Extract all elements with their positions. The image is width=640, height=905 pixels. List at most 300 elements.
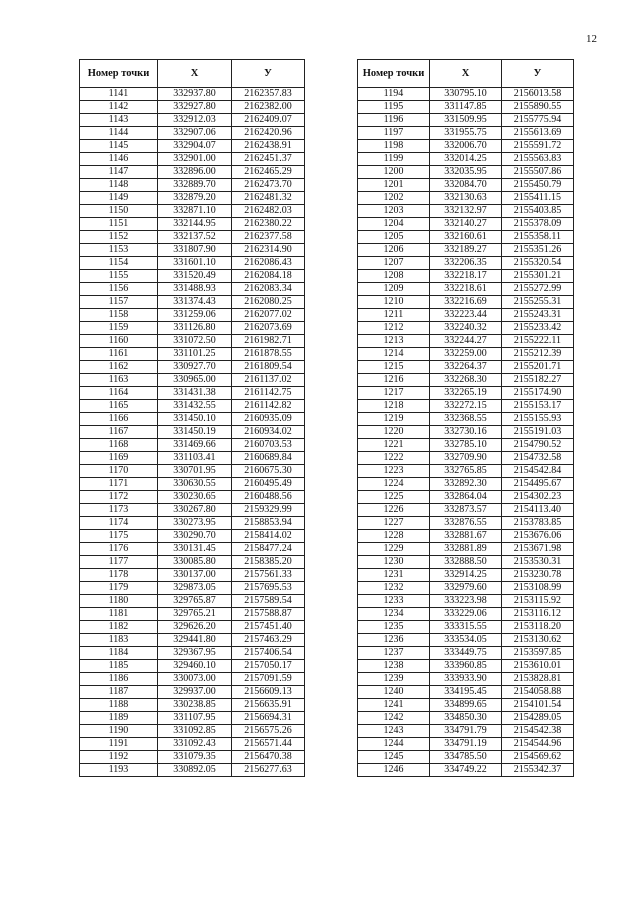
cell-y: 2155775.94 (502, 114, 574, 127)
header-x: X (430, 60, 502, 88)
cell-x: 332264.37 (430, 361, 502, 374)
cell-y: 2153230.78 (502, 569, 574, 582)
cell-y: 2157588.87 (232, 608, 305, 621)
table-row (80, 361, 305, 374)
table-row (80, 673, 305, 686)
table-row (80, 582, 305, 595)
cell-y: 2162073.69 (232, 322, 305, 335)
cell-point-number: 1199 (358, 153, 430, 166)
cell-x: 332240.32 (430, 322, 502, 335)
cell-x: 330795.10 (430, 88, 502, 101)
cell-y: 2162080.25 (232, 296, 305, 309)
cell-y: 2155450.79 (502, 179, 574, 192)
table-row (358, 309, 574, 322)
cell-point-number: 1145 (80, 140, 158, 153)
cell-point-number: 1170 (80, 465, 158, 478)
cell-point-number: 1218 (358, 400, 430, 413)
cell-x: 334791.19 (430, 738, 502, 751)
cell-y: 2155272.99 (502, 283, 574, 296)
table-row (80, 504, 305, 517)
cell-x: 330965.00 (158, 374, 232, 387)
table-row (80, 530, 305, 543)
cell-x: 333229.06 (430, 608, 502, 621)
cell-point-number: 1180 (80, 595, 158, 608)
cell-point-number: 1234 (358, 608, 430, 621)
cell-point-number: 1245 (358, 751, 430, 764)
cell-x: 332888.50 (430, 556, 502, 569)
cell-point-number: 1198 (358, 140, 430, 153)
cell-point-number: 1207 (358, 257, 430, 270)
cell-y: 2162473.70 (232, 179, 305, 192)
cell-point-number: 1221 (358, 439, 430, 452)
cell-x: 332892.30 (430, 478, 502, 491)
cell-point-number: 1168 (80, 439, 158, 452)
table-row (80, 751, 305, 764)
table-row (80, 686, 305, 699)
table-row (358, 517, 574, 530)
table-row (358, 335, 574, 348)
cell-point-number: 1219 (358, 413, 430, 426)
table-row (358, 387, 574, 400)
cell-x: 332268.30 (430, 374, 502, 387)
cell-point-number: 1176 (80, 543, 158, 556)
table-row (358, 478, 574, 491)
cell-point-number: 1172 (80, 491, 158, 504)
cell-x: 330137.00 (158, 569, 232, 582)
cell-y: 2160495.49 (232, 478, 305, 491)
table-row (358, 751, 574, 764)
cell-y: 2156635.91 (232, 699, 305, 712)
cell-y: 2154544.96 (502, 738, 574, 751)
cell-point-number: 1156 (80, 283, 158, 296)
table-row (80, 374, 305, 387)
cell-point-number: 1208 (358, 270, 430, 283)
cell-y: 2162357.83 (232, 88, 305, 101)
cell-point-number: 1233 (358, 595, 430, 608)
cell-point-number: 1174 (80, 517, 158, 530)
table-row (358, 634, 574, 647)
cell-y: 2160689.84 (232, 452, 305, 465)
cell-point-number: 1216 (358, 374, 430, 387)
cell-y: 2160488.56 (232, 491, 305, 504)
cell-point-number: 1160 (80, 335, 158, 348)
cell-y: 2162077.02 (232, 309, 305, 322)
cell-y: 2156277.63 (232, 764, 305, 777)
table-row (80, 400, 305, 413)
cell-y: 2153115.92 (502, 595, 574, 608)
cell-y: 2162438.91 (232, 140, 305, 153)
cell-y: 2155378.09 (502, 218, 574, 231)
cell-y: 2155153.17 (502, 400, 574, 413)
cell-point-number: 1202 (358, 192, 430, 205)
cell-point-number: 1167 (80, 426, 158, 439)
cell-point-number: 1212 (358, 322, 430, 335)
cell-point-number: 1187 (80, 686, 158, 699)
header-point-number: Номер точки (358, 60, 430, 88)
cell-x: 331374.43 (158, 296, 232, 309)
cell-y: 2155182.27 (502, 374, 574, 387)
cell-y: 2158477.24 (232, 543, 305, 556)
cell-y: 2155174.90 (502, 387, 574, 400)
cell-point-number: 1240 (358, 686, 430, 699)
cell-point-number: 1201 (358, 179, 430, 192)
table-row (358, 400, 574, 413)
table-row (358, 725, 574, 738)
cell-point-number: 1179 (80, 582, 158, 595)
cell-point-number: 1152 (80, 231, 158, 244)
coordinates-table-right (357, 59, 574, 777)
table-row (80, 166, 305, 179)
table-row (358, 686, 574, 699)
table-row (80, 634, 305, 647)
cell-x: 331432.55 (158, 400, 232, 413)
table-row (358, 374, 574, 387)
table-row (358, 465, 574, 478)
table-row (80, 699, 305, 712)
table-row (80, 296, 305, 309)
table-row (80, 426, 305, 439)
cell-y: 2162420.96 (232, 127, 305, 140)
cell-y: 2157589.54 (232, 595, 305, 608)
cell-y: 2154302.23 (502, 491, 574, 504)
cell-y: 2155351.26 (502, 244, 574, 257)
cell-x: 331450.19 (158, 426, 232, 439)
cell-x: 329460.10 (158, 660, 232, 673)
cell-point-number: 1206 (358, 244, 430, 257)
cell-point-number: 1188 (80, 699, 158, 712)
cell-x: 329937.00 (158, 686, 232, 699)
page-number: 12 (586, 33, 597, 45)
cell-x: 332927.80 (158, 101, 232, 114)
cell-point-number: 1185 (80, 660, 158, 673)
cell-point-number: 1147 (80, 166, 158, 179)
cell-y: 2162382.00 (232, 101, 305, 114)
table-row (358, 595, 574, 608)
cell-y: 2153671.98 (502, 543, 574, 556)
cell-point-number: 1211 (358, 309, 430, 322)
cell-y: 2153610.01 (502, 660, 574, 673)
table-row (80, 543, 305, 556)
cell-y: 2155507.86 (502, 166, 574, 179)
cell-x: 332189.27 (430, 244, 502, 257)
header-point-number: Номер точки (80, 60, 158, 88)
cell-y: 2153118.20 (502, 621, 574, 634)
table-row (80, 491, 305, 504)
cell-y: 2160935.09 (232, 413, 305, 426)
cell-x: 332907.06 (158, 127, 232, 140)
cell-point-number: 1214 (358, 348, 430, 361)
cell-point-number: 1183 (80, 634, 158, 647)
cell-x: 333223.98 (430, 595, 502, 608)
cell-point-number: 1154 (80, 257, 158, 270)
cell-x: 331092.43 (158, 738, 232, 751)
table-row (358, 348, 574, 361)
cell-y: 2154113.40 (502, 504, 574, 517)
table-row (358, 192, 574, 205)
cell-x: 332901.00 (158, 153, 232, 166)
table-row (358, 569, 574, 582)
table-row (80, 556, 305, 569)
cell-x: 332876.55 (430, 517, 502, 530)
cell-x: 332979.60 (430, 582, 502, 595)
table-row (358, 140, 574, 153)
table-row (80, 712, 305, 725)
cell-y: 2157406.54 (232, 647, 305, 660)
cell-y: 2159329.99 (232, 504, 305, 517)
cell-x: 333534.05 (430, 634, 502, 647)
cell-y: 2154542.38 (502, 725, 574, 738)
cell-y: 2154790.52 (502, 439, 574, 452)
table-row (80, 218, 305, 231)
cell-y: 2157451.40 (232, 621, 305, 634)
cell-point-number: 1237 (358, 647, 430, 660)
table-row (80, 595, 305, 608)
cell-x: 332014.25 (430, 153, 502, 166)
cell-x: 332889.70 (158, 179, 232, 192)
cell-y: 2158414.02 (232, 530, 305, 543)
table-row (358, 179, 574, 192)
table-row (80, 270, 305, 283)
cell-point-number: 1205 (358, 231, 430, 244)
table-row (358, 556, 574, 569)
cell-x: 330701.95 (158, 465, 232, 478)
table-row (358, 426, 574, 439)
table-row (358, 244, 574, 257)
cell-y: 2155403.85 (502, 205, 574, 218)
cell-x: 332223.44 (430, 309, 502, 322)
cell-x: 330267.80 (158, 504, 232, 517)
cell-y: 2155358.11 (502, 231, 574, 244)
table-row (80, 660, 305, 673)
cell-x: 329765.21 (158, 608, 232, 621)
cell-point-number: 1226 (358, 504, 430, 517)
table-row (358, 738, 574, 751)
cell-y: 2155320.54 (502, 257, 574, 270)
cell-x: 332914.25 (430, 569, 502, 582)
cell-point-number: 1215 (358, 361, 430, 374)
cell-y: 2161142.82 (232, 400, 305, 413)
cell-y: 2156571.44 (232, 738, 305, 751)
table-row (80, 205, 305, 218)
coordinates-table-left (79, 59, 305, 777)
cell-y: 2155301.21 (502, 270, 574, 283)
cell-y: 2157050.17 (232, 660, 305, 673)
cell-point-number: 1243 (358, 725, 430, 738)
cell-x: 330290.70 (158, 530, 232, 543)
table-row (358, 504, 574, 517)
cell-x: 329765.87 (158, 595, 232, 608)
cell-y: 2162380.22 (232, 218, 305, 231)
table-row (358, 621, 574, 634)
table-row (80, 621, 305, 634)
cell-x: 331431.38 (158, 387, 232, 400)
table-row (80, 114, 305, 127)
table-row (80, 517, 305, 530)
cell-y: 2158385.20 (232, 556, 305, 569)
table-row (80, 257, 305, 270)
cell-x: 330630.55 (158, 478, 232, 491)
cell-x: 330230.65 (158, 491, 232, 504)
cell-point-number: 1181 (80, 608, 158, 621)
cell-point-number: 1171 (80, 478, 158, 491)
cell-y: 2161878.55 (232, 348, 305, 361)
table-row (358, 608, 574, 621)
cell-y: 2160934.02 (232, 426, 305, 439)
cell-y: 2153676.06 (502, 530, 574, 543)
cell-point-number: 1164 (80, 387, 158, 400)
cell-x: 333960.85 (430, 660, 502, 673)
cell-x: 331601.10 (158, 257, 232, 270)
cell-x: 332035.95 (430, 166, 502, 179)
cell-y: 2161137.02 (232, 374, 305, 387)
table-row (80, 465, 305, 478)
cell-point-number: 1228 (358, 530, 430, 543)
table-row (358, 673, 574, 686)
cell-point-number: 1235 (358, 621, 430, 634)
cell-point-number: 1149 (80, 192, 158, 205)
table-row (80, 608, 305, 621)
cell-y: 2155191.03 (502, 426, 574, 439)
table-row (80, 179, 305, 192)
table-row (80, 478, 305, 491)
cell-x: 332864.04 (430, 491, 502, 504)
cell-y: 2157695.53 (232, 582, 305, 595)
cell-y: 2162451.37 (232, 153, 305, 166)
table-header-row (80, 60, 305, 88)
cell-y: 2161142.75 (232, 387, 305, 400)
cell-y: 2155563.83 (502, 153, 574, 166)
cell-point-number: 1193 (80, 764, 158, 777)
table-row (80, 569, 305, 582)
cell-point-number: 1166 (80, 413, 158, 426)
cell-x: 331488.93 (158, 283, 232, 296)
cell-x: 331107.95 (158, 712, 232, 725)
cell-point-number: 1209 (358, 283, 430, 296)
cell-point-number: 1142 (80, 101, 158, 114)
cell-x: 332912.03 (158, 114, 232, 127)
cell-x: 332006.70 (430, 140, 502, 153)
cell-y: 2153783.85 (502, 517, 574, 530)
cell-y: 2155222.11 (502, 335, 574, 348)
cell-point-number: 1144 (80, 127, 158, 140)
cell-point-number: 1192 (80, 751, 158, 764)
cell-point-number: 1217 (358, 387, 430, 400)
cell-x: 329367.95 (158, 647, 232, 660)
cell-y: 2153597.85 (502, 647, 574, 660)
cell-y: 2153530.31 (502, 556, 574, 569)
cell-y: 2162377.58 (232, 231, 305, 244)
cell-y: 2160703.53 (232, 439, 305, 452)
cell-x: 331072.50 (158, 335, 232, 348)
cell-x: 332896.00 (158, 166, 232, 179)
cell-y: 2154732.58 (502, 452, 574, 465)
cell-y: 2155201.71 (502, 361, 574, 374)
cell-point-number: 1155 (80, 270, 158, 283)
table-row (358, 543, 574, 556)
cell-point-number: 1161 (80, 348, 158, 361)
cell-x: 330085.80 (158, 556, 232, 569)
cell-x: 332785.10 (430, 439, 502, 452)
table-row (80, 283, 305, 296)
cell-x: 334195.45 (430, 686, 502, 699)
cell-point-number: 1223 (358, 465, 430, 478)
cell-point-number: 1177 (80, 556, 158, 569)
cell-point-number: 1184 (80, 647, 158, 660)
cell-x: 332130.63 (430, 192, 502, 205)
cell-y: 2154495.67 (502, 478, 574, 491)
cell-point-number: 1143 (80, 114, 158, 127)
header-y: У (502, 60, 574, 88)
cell-point-number: 1244 (358, 738, 430, 751)
table-row (358, 166, 574, 179)
cell-x: 332132.97 (430, 205, 502, 218)
cell-point-number: 1242 (358, 712, 430, 725)
cell-y: 2155342.37 (502, 764, 574, 777)
cell-x: 329873.05 (158, 582, 232, 595)
cell-point-number: 1146 (80, 153, 158, 166)
table-row (80, 439, 305, 452)
cell-y: 2162314.90 (232, 244, 305, 257)
cell-y: 2156470.38 (232, 751, 305, 764)
cell-y: 2155233.42 (502, 322, 574, 335)
cell-point-number: 1241 (358, 699, 430, 712)
table-row (358, 322, 574, 335)
cell-x: 331469.66 (158, 439, 232, 452)
cell-y: 2162465.29 (232, 166, 305, 179)
cell-x: 331101.25 (158, 348, 232, 361)
cell-x: 332881.89 (430, 543, 502, 556)
cell-y: 2154289.05 (502, 712, 574, 725)
cell-x: 331450.10 (158, 413, 232, 426)
cell-y: 2153108.99 (502, 582, 574, 595)
cell-point-number: 1182 (80, 621, 158, 634)
cell-point-number: 1148 (80, 179, 158, 192)
cell-y: 2157463.29 (232, 634, 305, 647)
cell-point-number: 1157 (80, 296, 158, 309)
cell-point-number: 1196 (358, 114, 430, 127)
cell-point-number: 1169 (80, 452, 158, 465)
cell-x: 332765.85 (430, 465, 502, 478)
cell-x: 332937.80 (158, 88, 232, 101)
cell-x: 334850.30 (430, 712, 502, 725)
table-row (80, 244, 305, 257)
cell-y: 2162083.34 (232, 283, 305, 296)
cell-x: 331147.85 (430, 101, 502, 114)
cell-y: 2162086.43 (232, 257, 305, 270)
cell-x: 331520.49 (158, 270, 232, 283)
header-y: У (232, 60, 305, 88)
cell-x: 331079.35 (158, 751, 232, 764)
cell-x: 332265.19 (430, 387, 502, 400)
cell-point-number: 1246 (358, 764, 430, 777)
cell-point-number: 1150 (80, 205, 158, 218)
cell-x: 332904.07 (158, 140, 232, 153)
table-row (80, 335, 305, 348)
table-row (80, 348, 305, 361)
cell-x: 334899.65 (430, 699, 502, 712)
table-row (358, 361, 574, 374)
cell-point-number: 1230 (358, 556, 430, 569)
cell-x: 331259.06 (158, 309, 232, 322)
cell-point-number: 1213 (358, 335, 430, 348)
cell-y: 2155591.72 (502, 140, 574, 153)
table-row (358, 530, 574, 543)
cell-y: 2155411.15 (502, 192, 574, 205)
table-header-row (358, 60, 574, 88)
cell-point-number: 1239 (358, 673, 430, 686)
cell-y: 2155255.31 (502, 296, 574, 309)
cell-y: 2153116.12 (502, 608, 574, 621)
